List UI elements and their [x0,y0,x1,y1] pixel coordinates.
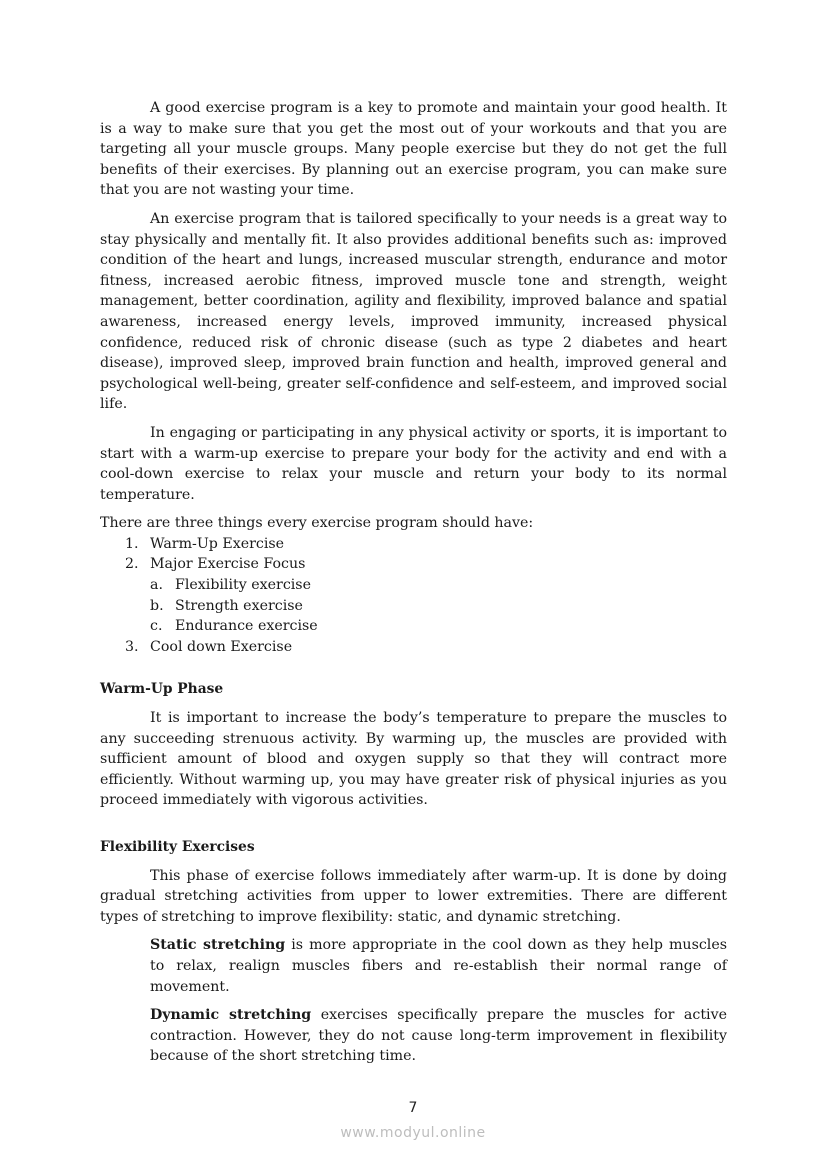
list-number: 3. [125,638,139,655]
list-intro: There are three things every exercise program should have: [100,515,534,532]
dynamic-stretching-term: Dynamic stretching [150,1007,312,1024]
list-letter: c. [150,618,163,635]
dynamic-stretching-paragraph [100,1005,727,1067]
list-label: Flexibility exercise [175,577,311,594]
static-stretching-text: is more appropriate in the cool down as they help muscles to relax, realign muscles fibers and re-establish their normal range of movement. [150,937,728,995]
list-item [100,554,727,575]
static-stretching-term: Static stretching [150,937,286,954]
intro-paragraph: A good exercise program is a key to promote and maintain your good health. It is a way to make sure that you get the most out of your workouts and that you are targeting all your muscle groups. Many people exercise but they do not get the full benefits of their exercises. By planning out an exercise program, you can make sure that you are not wasting your time. [100,100,727,199]
program-list [100,534,727,658]
sub-list-item [100,596,727,617]
benefits-paragraph: An exercise program that is tailored specifically to your needs is a great way to stay physically and mentally fit. It also provides additional benefits such as: improved condition of the heart and lungs, increased muscular strength, endurance and motor fitness, increased aerobic fitness, improved muscle tone and strength, weight management, better coordination, agility and flexibility, improved balance and spatial awareness, increased energy levels, improved immunity, increased physical confidence, reduced risk of chronic disease (such as type 2 diabetes and heart disease), improved sleep, improved brain function and health, improved general and psychological well-being, greater self-confidence and self-esteem, and improved social life. [100,210,727,413]
page-number: 7 [408,1100,418,1116]
sub-list-item [100,575,727,596]
sub-list-item [100,616,727,637]
list-label: Major Exercise Focus [150,556,306,573]
list-label: Warm-Up Exercise [150,535,285,552]
document-page [100,98,727,1067]
warmup-heading: Warm-Up Phase [100,681,224,698]
list-letter: b. [150,597,164,614]
watermark: www.modyul.online [340,1125,486,1141]
warmup-paragraph: It is important to increase the body’s temperature to prepare the muscles to any succeeding strenuous activity. By warming up, the muscles are provided with sufficient amount of blood and oxygen supply so that they will contract more efficiently. Without warming up, you may have greater risk of physical injuries as you proceed immediately with vigorous activities. [100,710,727,809]
dynamic-stretching-text: exercises specifically prepare the muscles for active contraction. However, they do not cause long-term improvement in flexibility because of the short stretching time. [150,1007,727,1065]
list-number: 2. [125,556,139,573]
flexibility-heading: Flexibility Exercises [100,839,255,855]
list-item [100,534,727,555]
flexibility-paragraph: This phase of exercise follows immediately after warm-up. It is done by doing gradual stretching activities from upper to lower extremities. There are different types of stretching to improve flexibility: static, and dynamic stretching. [100,867,727,925]
static-stretching-paragraph [100,935,727,997]
list-letter: a. [150,577,163,594]
list-label: Strength exercise [175,597,303,614]
list-label: Endurance exercise [175,618,318,635]
list-label: Cool down Exercise [150,638,293,655]
list-item [100,637,727,658]
list-number: 1. [125,535,139,552]
warmup-cooldown-paragraph: In engaging or participating in any physical activity or sports, it is important to start with a warm-up exercise to prepare your body for the activity and end with a cool-down exercise to relax your muscle and return your body to its normal temperature. [100,424,727,503]
